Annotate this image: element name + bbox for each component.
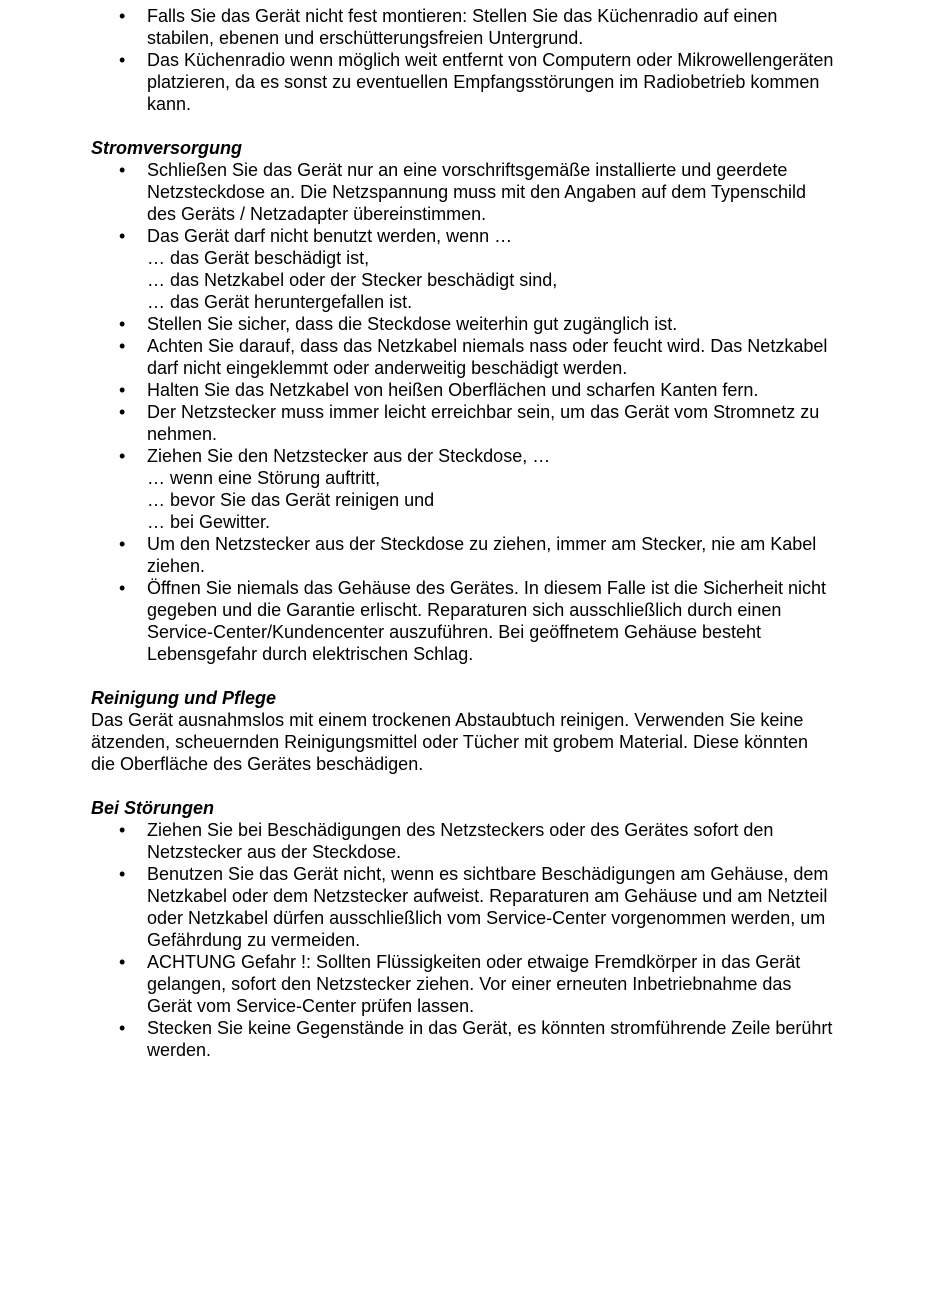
- bullet-icon: •: [119, 226, 126, 246]
- list-item-line: Schließen Sie das Gerät nur an eine vorschriftsgemäße installierte und geerdete: [147, 160, 788, 180]
- bullet-icon: •: [119, 578, 126, 598]
- list-item-line: Lebensgefahr durch elektrischen Schlag.: [147, 644, 474, 664]
- bullet-icon: •: [119, 1018, 126, 1038]
- bullet-icon: •: [119, 336, 126, 356]
- list-item-line: Gerät vom Service-Center prüfen lassen.: [147, 996, 475, 1016]
- list-item-line: kann.: [147, 94, 192, 114]
- list-item-line: Stecken Sie keine Gegenstände in das Gerät, es könnten stromführende Zeile berührt: [147, 1018, 833, 1038]
- bullet-icon: •: [119, 6, 126, 26]
- list-item: [0, 533, 950, 577]
- list-item-line: … bei Gewitter.: [147, 512, 271, 532]
- stoerungen-bullet-list: [0, 819, 950, 1061]
- list-item: [0, 577, 950, 665]
- list-item-line: Benutzen Sie das Gerät nicht, wenn es sichtbare Beschädigungen am Gehäuse, dem: [147, 864, 829, 884]
- spacer: [0, 115, 950, 137]
- list-item-line: platzieren, da es sonst zu eventuellen Empfangsstörungen im Radiobetrieb kommen: [147, 72, 820, 92]
- list-item-line: Netzstecker aus der Steckdose.: [147, 842, 402, 862]
- list-item: [0, 863, 950, 951]
- list-item: [0, 335, 950, 379]
- list-item-line: des Geräts / Netzadapter übereinstimmen.: [147, 204, 487, 224]
- list-item-line: … das Netzkabel oder der Stecker beschädigt sind,: [147, 270, 558, 290]
- list-item-line: stabilen, ebenen und erschütterungsfreien Untergrund.: [147, 28, 584, 48]
- list-item-line: oder Netzkabel dürfen ausschließlich vom Service-Center vorgenommen werden, um: [147, 908, 826, 928]
- section-heading-stoerungen: Bei Störungen: [91, 798, 215, 818]
- list-item-line: Achten Sie darauf, dass das Netzkabel niemals nass oder feucht wird. Das Netzkabel: [147, 336, 828, 356]
- list-item-line: Netzkabel oder dem Netzstecker aufweist. Reparaturen am Gehäuse und am Netzteil: [147, 886, 828, 906]
- list-item-line: … bevor Sie das Gerät reinigen und: [147, 490, 435, 510]
- reinigung-paragraph: [91, 709, 871, 775]
- spacer: [0, 775, 950, 797]
- list-item-line: nehmen.: [147, 424, 218, 444]
- spacer: [0, 665, 950, 687]
- list-item-line: Falls Sie das Gerät nicht fest montieren: Stellen Sie das Küchenradio auf einen: [147, 6, 778, 26]
- bullet-icon: •: [119, 534, 126, 554]
- list-item-line: Ziehen Sie den Netzstecker aus der Steckdose, …: [147, 446, 551, 466]
- document-page: [0, 5, 950, 1061]
- list-item-line: ziehen.: [147, 556, 206, 576]
- section-heading-stromversorgung: Stromversorgung: [91, 138, 243, 158]
- bullet-icon: •: [119, 314, 126, 334]
- stromversorgung-bullet-list: [0, 159, 950, 665]
- bullet-icon: •: [119, 160, 126, 180]
- list-item-line: gegeben und die Garantie erlischt. Reparaturen sich ausschließlich durch einen: [147, 600, 782, 620]
- bullet-icon: •: [119, 50, 126, 70]
- list-item: [0, 225, 950, 313]
- list-item: [0, 401, 950, 445]
- list-item-line: Das Küchenradio wenn möglich weit entfernt von Computern oder Mikrowellengeräten: [147, 50, 834, 70]
- list-item: [0, 49, 950, 115]
- list-item-line: … das Gerät heruntergefallen ist.: [147, 292, 413, 312]
- list-item-line: ACHTUNG Gefahr !: Sollten Flüssigkeiten oder etwaige Fremdkörper in das Gerät: [147, 952, 801, 972]
- list-item-line: Öffnen Sie niemals das Gehäuse des Gerätes. In diesem Falle ist die Sicherheit nicht: [147, 578, 827, 598]
- bullet-icon: •: [119, 820, 126, 840]
- paragraph-line: Das Gerät ausnahmslos mit einem trockenen Abstaubtuch reinigen. Verwenden Sie keine: [91, 710, 804, 730]
- paragraph-line: die Oberfläche des Gerätes beschädigen.: [91, 754, 424, 774]
- list-item-line: darf nicht eingeklemmt oder anderweitig beschädigt werden.: [147, 358, 628, 378]
- list-item-line: Stellen Sie sicher, dass die Steckdose weiterhin gut zugänglich ist.: [147, 314, 678, 334]
- list-item: [0, 5, 950, 49]
- list-item-line: Um den Netzstecker aus der Steckdose zu ziehen, immer am Stecker, nie am Kabel: [147, 534, 817, 554]
- paragraph-line: ätzenden, scheuernden Reinigungsmittel oder Tücher mit grobem Material. Diese könnten: [91, 732, 809, 752]
- list-item: [0, 1017, 950, 1061]
- list-item-line: Netzsteckdose an. Die Netzspannung muss mit den Angaben auf dem Typenschild: [147, 182, 807, 202]
- list-item-line: Halten Sie das Netzkabel von heißen Oberflächen und scharfen Kanten fern.: [147, 380, 759, 400]
- bullet-icon: •: [119, 402, 126, 422]
- bullet-icon: •: [119, 380, 126, 400]
- list-item-line: Service-Center/Kundencenter auszuführen. Bei geöffnetem Gehäuse besteht: [147, 622, 762, 642]
- list-item-line: Gefährdung zu vermeiden.: [147, 930, 361, 950]
- list-item: [0, 445, 950, 533]
- list-item-line: Das Gerät darf nicht benutzt werden, wenn …: [147, 226, 513, 246]
- list-item-line: … wenn eine Störung auftritt,: [147, 468, 381, 488]
- bullet-icon: •: [119, 446, 126, 466]
- list-item: [0, 379, 950, 401]
- section-heading-reinigung: Reinigung und Pflege: [91, 688, 276, 708]
- list-item: [0, 313, 950, 335]
- list-item-line: … das Gerät beschädigt ist,: [147, 248, 370, 268]
- list-item: [0, 819, 950, 863]
- list-item: [0, 951, 950, 1017]
- list-item-line: gelangen, sofort den Netzstecker ziehen. Vor einer erneuten Inbetriebnahme das: [147, 974, 792, 994]
- bullet-icon: •: [119, 952, 126, 972]
- list-item-line: Der Netzstecker muss immer leicht erreichbar sein, um das Gerät vom Stromnetz zu: [147, 402, 820, 422]
- list-item-line: Ziehen Sie bei Beschädigungen des Netzsteckers oder des Gerätes sofort den: [147, 820, 774, 840]
- list-item-line: werden.: [147, 1040, 212, 1060]
- bullet-icon: •: [119, 864, 126, 884]
- intro-bullet-list: [0, 5, 950, 115]
- list-item: [0, 159, 950, 225]
